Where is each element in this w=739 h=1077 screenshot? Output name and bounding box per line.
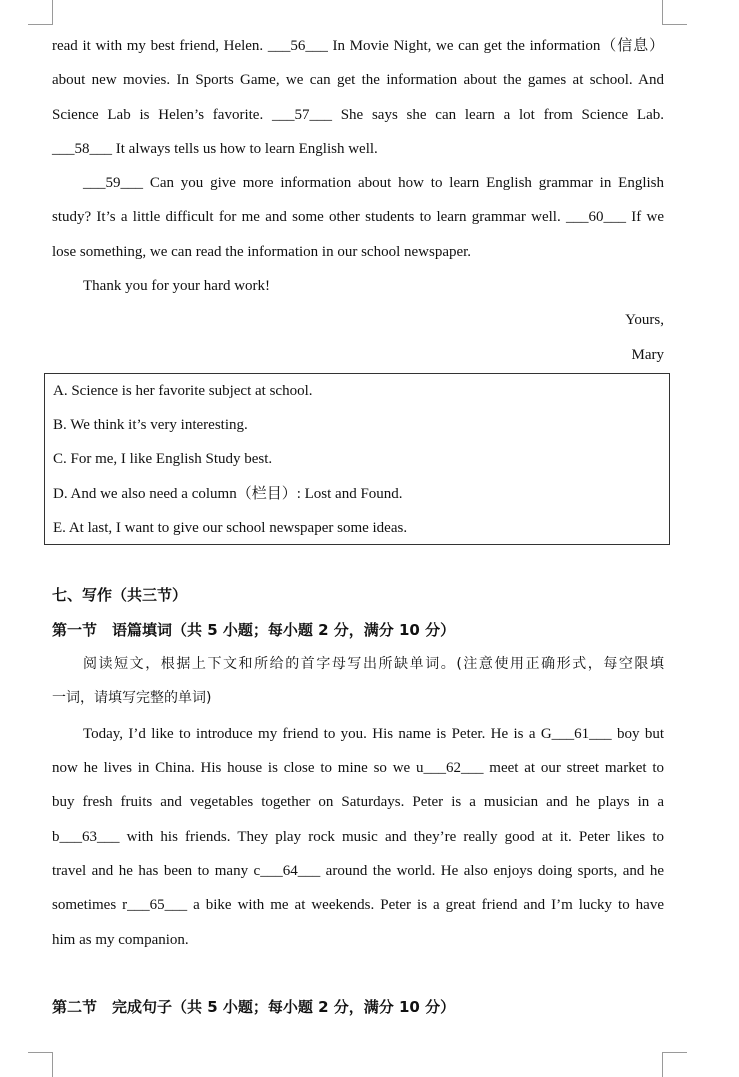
subsection-title: 第一节 语篇填词（共 5 小题；每小题 2 分，满分 10 分） xyxy=(52,621,456,639)
letter-line: ___59___ Can you give more information about how to learn English grammar in English xyxy=(83,175,664,191)
letter-line: ___58___ It always tells us how to learn English well. xyxy=(52,141,378,157)
letter-signature: Mary xyxy=(631,347,664,363)
letter-line: about new movies. In Sports Game, we can get the information about the games at school. And xyxy=(52,72,664,88)
passage-line: sometimes r___65___ a bike with me at weekends. Peter is a great friend and I’m lucky to have xyxy=(52,897,664,913)
option-c: C. For me, I like English Study best. xyxy=(53,451,273,467)
passage-line: Today, I’d like to introduce my friend to you. His name is Peter. He is a G___61___ boy but xyxy=(83,726,664,742)
instruction-line: 阅读短文，根据上下文和所给的首字母写出所缺单词。(注意使用正确形式，每空限填 xyxy=(83,656,664,672)
crop-mark-bottom-right xyxy=(662,1052,687,1077)
letter-line: lose something, we can read the information in our school newspaper. xyxy=(52,244,472,260)
instruction-line: 一词，请填写完整的单词) xyxy=(52,690,212,706)
passage-line: travel and he has been to many c___64___ around the world. He also enjoys doing sports, and he xyxy=(52,863,664,879)
crop-mark-top-right xyxy=(662,0,687,25)
crop-mark-bottom-left xyxy=(28,1052,53,1077)
options-box xyxy=(44,373,670,545)
option-e: E. At last, I want to give our school newspaper some ideas. xyxy=(53,520,408,536)
option-b: B. We think it’s very interesting. xyxy=(53,417,248,433)
passage-line: him as my companion. xyxy=(52,932,189,948)
letter-line: study? It’s a little difficult for me and some other students to learn grammar well. ___60___ If we xyxy=(52,209,664,225)
subsection-title: 第二节 完成句子（共 5 小题；每小题 2 分，满分 10 分） xyxy=(52,998,456,1016)
letter-line: Thank you for your hard work! xyxy=(83,278,271,294)
option-a: A. Science is her favorite subject at school. xyxy=(53,383,313,399)
letter-line: Science Lab is Helen’s favorite. ___57___ She says she can learn a lot from Science Lab. xyxy=(52,107,664,123)
letter-closing: Yours, xyxy=(625,312,664,328)
passage-line: now he lives in China. His house is close to mine so we u___62___ meet at our street market to xyxy=(52,760,664,776)
crop-mark-top-left xyxy=(28,0,53,25)
letter-line: read it with my best friend, Helen. ___56___ In Movie Night, we can get the information（信息） xyxy=(52,38,664,54)
option-d: D. And we also need a column（栏目）: Lost and Found. xyxy=(53,486,403,502)
passage-line: b___63___ with his friends. They play rock music and they’re really good at it. Peter likes to xyxy=(52,829,664,845)
passage-line: buy fresh fruits and vegetables together on Saturdays. Peter is a musician and he plays in a xyxy=(52,794,664,810)
section-title: 七、写作（共三节） xyxy=(52,586,188,604)
